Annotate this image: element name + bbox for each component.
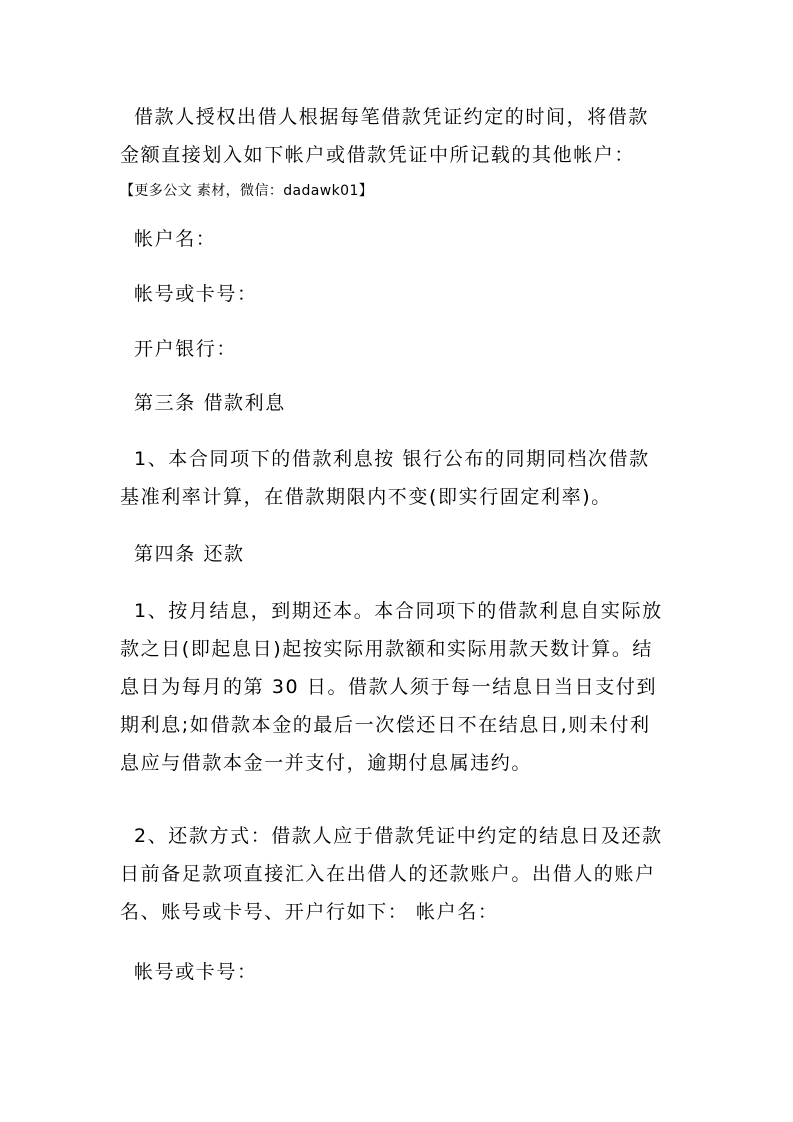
article-4-paragraph-1: [120, 592, 680, 782]
article-4-heading: [120, 535, 680, 573]
account-name-line: [120, 220, 680, 258]
account-number-line-2: [120, 953, 680, 991]
article-4-paragraph-2: [120, 817, 680, 931]
paragraph-line: 金额直接划入如下帐户或借款凭证中所记载的其他帐户：: [120, 144, 636, 166]
article-4-title: 第四条 还款: [134, 543, 245, 565]
account-number-line: [120, 275, 680, 313]
paragraph-line: 基准利率计算，在借款期限内不变(即实行固定利率)。: [120, 486, 612, 508]
account-name-label: 帐户名：: [134, 228, 217, 250]
paragraph-line: 息日为每月的第 30 日。借款人须于每一结息日当日支付到: [120, 676, 658, 698]
account-number-label: 帐号或卡号：: [134, 283, 258, 305]
paragraph-line: 借款人授权出借人根据每笔借款凭证约定的时间，将借款: [134, 106, 650, 128]
watermark-note: 【更多公文 素材，微信：dadawk01】: [120, 183, 374, 199]
paragraph-line: 名、账号或卡号、开户行如下： 帐户名：: [120, 901, 499, 923]
paragraph-line: 1、按月结息，到期还本。本合同项下的借款利息自实际放: [134, 600, 663, 622]
account-number-label-2: 帐号或卡号：: [134, 961, 258, 983]
paragraph-line: 款之日(即起息日)起按实际用款额和实际用款天数计算。结: [120, 638, 654, 660]
authorization-paragraph: [120, 98, 680, 174]
paragraph-line: 息应与借款本金一并支付，逾期付息属违约。: [120, 752, 533, 774]
bank-line: [120, 330, 680, 368]
paragraph-line: 1、本合同项下的借款利息按 银行公布的同期同档次借款: [134, 448, 650, 470]
article-3-title: 第三条 借款利息: [134, 392, 286, 414]
bank-label: 开户银行：: [134, 338, 238, 360]
article-3-heading: [120, 384, 680, 422]
paragraph-line: 2、还款方式：借款人应于借款凭证中约定的结息日及还款: [134, 825, 663, 847]
paragraph-line: 日前备足款项直接汇入在出借人的还款账户。出借人的账户: [120, 863, 656, 885]
paragraph-line: 期利息;如借款本金的最后一次偿还日不在结息日,则未付利: [120, 714, 651, 736]
article-3-paragraph-1: [120, 440, 680, 516]
